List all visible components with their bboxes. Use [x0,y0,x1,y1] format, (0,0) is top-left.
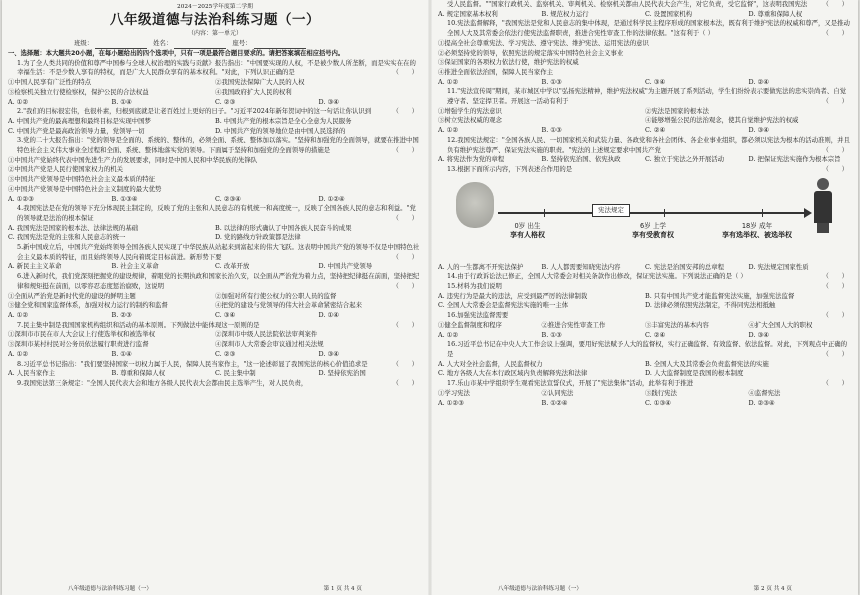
option-item[interactable]: ①深圳市市民在市人大会议上行使选举权和被选举权 [8,330,155,339]
option-item[interactable]: ①健全监督制度和程序 [438,320,502,329]
choice-item[interactable]: D. ②③④ [748,398,775,407]
question-number: 9. [17,378,24,387]
timeline-tick [762,209,763,217]
option-item[interactable]: D. 把保证宪法实施作为根本宗旨 [748,155,841,164]
option-list [438,263,852,273]
choice-item[interactable]: A. ①② [8,97,29,106]
option-item[interactable]: A. 人大对全社会监督，人民监督权力 [438,359,543,368]
question-item [8,204,422,243]
step-age: 0岁 出生 [514,221,541,230]
question-stem [8,243,422,262]
question-item [8,59,422,108]
choice-item[interactable]: D. ①②④ [318,194,345,203]
question-item [438,263,852,273]
choice-list [8,195,422,205]
option-item[interactable]: ②深圳市中级人民法院依法审判案件 [215,330,318,339]
answer-bracket[interactable]: （ ） [392,281,418,290]
footer-name: 八年级道德与法治科练习题（一） [498,586,582,592]
answer-bracket[interactable]: （ ） [822,0,848,8]
option-item[interactable]: ②加强对所有行使公权力的公职人员的监督 [215,291,337,300]
option-item[interactable]: D. 坚持依宪治国 [318,369,366,378]
choice-item[interactable]: A. ①② [8,349,29,358]
option-item[interactable]: ②宪法是国家的根本法 [645,106,709,115]
question-list-left [8,59,422,389]
option-item[interactable]: ③深圳市某村村民对公务员依法履行职责进行监督 [8,340,149,349]
question-number: 3. [17,136,24,145]
option-item[interactable]: ④深圳市人大常委会审议通过相关法规 [215,340,324,349]
choice-item[interactable]: A. ①② [438,77,459,86]
question-stem [8,360,422,370]
option-item[interactable]: D. 人大监督制度是我国的根本制度 [645,369,744,378]
answer-bracket[interactable]: （ ） [392,378,418,387]
question-stem [438,311,852,321]
question-stem [438,379,852,389]
answer-bracket[interactable]: （ ） [392,252,418,261]
page-1 [8,0,422,595]
question-text: 我国宪法第三条规定："全国人民代表大会和地方各级人民代表大会都由民主选举产生，对人民负责， [23,378,308,387]
answer-bracket[interactable]: （ ） [392,320,418,329]
option-item[interactable]: C. 我国宪法是党的主张和人民意志的统一 [8,233,126,242]
option-item[interactable]: ②我国宪法保障广大人民的人权 [215,78,305,87]
answer-bracket[interactable]: （ ） [392,213,418,222]
option-item[interactable]: ①全面从严治党是新时代党的建设的鲜明主题 [8,291,136,300]
question-text: 我国宪法规定："全国各族人民、一切国家机关和武装力量、各政党和各社会团体、各企业事业组织，都必须以宪法为根本的活动准则，并且负有维护宪法尊严、保证宪法实施的职责。"宪法的上述规定要求中国共产党 [447,135,850,154]
page-footer-left [8,585,422,593]
option-item[interactable]: C. 独立于宪法之外开展活动 [645,155,725,164]
answer-bracket[interactable]: （ ） [822,272,848,281]
option-item[interactable]: C. 宪法是治国安邦的总章程 [645,262,725,271]
answer-bracket[interactable]: （ ） [392,107,418,116]
answer-bracket[interactable]: （ ） [822,379,848,388]
option-item[interactable]: A. 我国宪法是国家的根本法、法律法规的基础 [8,223,139,232]
option-item[interactable]: ①提高全社会尊重宪法、学习宪法、遵守宪法、维护宪法、运用宪法的意识 [438,38,649,47]
option-item[interactable]: B. 全国人大及其常委会负责监督宪法的实施 [645,359,769,368]
choice-item[interactable]: C. ②④ [645,126,666,135]
question-text: 习近平总书记指出："我们要坚持国家一切权力属于人民，保障人民当家作主，"这一论述彰显了我国宪法的核心价值追求是 [23,359,368,368]
option-item[interactable]: ①增强学生的宪法意识 [438,106,502,115]
option-item[interactable]: C. 民主集中制 [215,369,256,378]
option-item[interactable]: B. 规范权力运行 [541,9,589,18]
answer-bracket[interactable]: （ ） [822,282,848,291]
answer-bracket[interactable]: （ ） [822,311,848,320]
option-list [8,156,422,195]
question-item [438,136,852,165]
option-list [8,224,422,243]
choice-item[interactable]: C. ②③ [215,97,236,106]
question-text: 新中国成立后，中国共产党始终领导全国各族人民实现了中华民族从站起来到富起来的伟大飞跃。这表明中国共产党的领导不仅是中国特色社会主义最本质的特征，而且始终领导人民向着既定目标前进。新形势下要 [17,243,420,261]
question-item [438,0,852,19]
question-number: 12. [447,135,458,144]
choice-item[interactable]: B. ①③ [541,330,562,339]
question-text: 习近平总书记在中央人大工作会议上强调，要用好宪法赋予人大的监督权，实行正确监督、有效监督、依法监督。对此，下列观点中正确的是 [447,340,847,358]
class-label: 班级： [74,39,94,47]
question-number: 11. [447,87,458,96]
question-stem [438,87,852,106]
step-right: 享有选举权、被选举权 [722,230,792,239]
option-item[interactable]: C. 设置国家机构 [645,9,693,18]
question-text: 材料为我们说明 [457,282,502,291]
choice-item[interactable]: B. ①③④ [111,194,138,203]
question-item [8,321,422,360]
option-item[interactable]: B. 坚持依宪治国、依宪执政 [541,155,621,164]
question-stem [8,272,422,291]
choice-item[interactable]: B. ①④ [111,349,132,358]
student-info [8,38,422,49]
page-2 [438,0,852,595]
baby-figure-icon [456,182,494,228]
choice-item[interactable]: B. ②③ [111,310,132,319]
option-list [8,262,422,272]
question-text: 进入新时代，我们党深刻把握党的建设规律，着眼党的长期执政和国家长治久安，以全面从严治党为着力点，坚持把纪律挺在前面，坚持把纪律和规矩挺在前面，以零容忍态度惩治腐败，这说明 [17,272,420,290]
question-text: 加强宪法监督需要 [457,311,509,320]
step-age: 6岁 上学 [639,221,667,230]
question-number: 8. [17,359,24,368]
question-item [438,340,852,379]
exam-spread [2,0,858,595]
option-list [8,369,422,379]
option-item[interactable]: A. 规定国家基本权利 [438,9,498,18]
option-item[interactable]: ③检察机关独立行使检察权，保护公民的合法权益 [8,87,149,96]
question-item [438,379,852,408]
choice-item[interactable]: D. ③④ [318,349,339,358]
choice-list [8,311,422,321]
option-item[interactable]: ①中国共产党始终代表中国先进生产力的发展要求，同时是中国人民和中华民族的先锋队 [8,155,258,164]
answer-bracket[interactable]: （ ） [392,68,418,77]
answer-bracket[interactable]: （ ） [392,146,418,155]
option-item[interactable]: ③中国共产党领导是中国特色社会主义最本质的特征 [8,175,155,184]
question-text: 受人民监督。""国家行政机关、监察机关、审判机关、检察机关都由人民代表大会产生，对它负责，受它监督"，这表明我国宪法 [447,0,808,8]
option-item[interactable]: B. 人人都需要知晓宪法内容 [541,262,621,271]
constitution-timeline [452,178,832,260]
option-list [8,330,422,349]
option-item[interactable]: B. 中国共产党的根本宗旨是全心全意为人民服务 [215,116,352,125]
option-item[interactable]: A. 新民主主义革命 [8,262,62,271]
choice-item[interactable]: A. ①②③ [438,398,464,407]
question-item [438,311,852,340]
option-item[interactable]: ③丰富宪法的基本内容 [645,320,709,329]
step-age: 18岁 成年 [741,221,773,230]
choice-item[interactable]: A. ①② [8,310,29,319]
timeline-tick [664,209,665,217]
question-stem [438,340,852,359]
question-number: 4. [17,204,24,213]
option-item[interactable]: ②必须坚持党的领导，依照宪法的规定落实中国特色社会主义事业 [438,48,624,57]
question-list-right-2 [438,263,852,409]
choice-item[interactable]: C. ②③④ [215,194,241,203]
option-item[interactable]: B. 社会主义革命 [111,262,159,271]
exam-scope: （内容：第一单元） [187,30,242,37]
choice-item[interactable]: D. ①④ [318,310,339,319]
option-list [8,292,422,311]
seat-blank[interactable] [254,38,306,49]
question-item [438,272,852,282]
class-blank[interactable] [95,38,147,49]
question-item [8,379,422,389]
footer-page: 第 1 页 共 4 页 [323,586,362,592]
answer-bracket[interactable]: （ ） [392,359,418,368]
choice-item[interactable]: D. ③④ [748,330,769,339]
question-item [8,136,422,204]
choice-list [438,399,852,409]
question-stem [438,0,852,10]
choice-item[interactable]: D. ③④ [318,97,339,106]
option-item[interactable]: ①中国人民享有广泛性的特点 [8,78,92,87]
choice-list [438,331,852,341]
choice-item[interactable]: C. ①③④ [645,398,671,407]
option-item[interactable]: A. 将宪法作为党的章程 [438,155,505,164]
question-text: 为了全人类共同的价值和尊严中国参与全球人权治理的实践与贡献》报告指出："中国要实现的人权，不是被少数人所垄断，而是实实在在的幸福生活：不是少数人享有的特权，而是广大人民群众享有的基本权利。"对此，下列认识正确的是 [17,58,416,77]
option-item[interactable]: ④把党的建设与党领导的伟大社会革命紧密结合起来 [215,301,362,310]
question-number: 15. [447,282,458,291]
question-number: 14. [447,272,458,281]
question-item [8,272,422,321]
option-item[interactable]: ②认同宪法 [541,388,574,397]
question-stem [8,204,422,223]
option-item[interactable]: ④推进全面依法治国，保障人民当家作主 [438,67,554,76]
timeline-arrow-icon [804,208,812,218]
timeline-tick [544,209,545,217]
question-item [438,87,852,136]
option-item[interactable]: C. 全国人大常委会是监督宪法实施的唯一主体 [438,301,569,310]
question-item [8,107,422,136]
question-number: 6. [17,272,24,281]
option-item[interactable]: C. 地方各级人大在本行政区域内负责解释宪法和法律 [438,369,588,378]
answer-bracket[interactable]: （ ） [822,145,848,154]
answer-bracket[interactable]: （ ） [822,164,848,173]
option-item[interactable]: ③健全党和国家监督体系，加强对权力运行的制约和监督 [8,301,168,310]
option-item[interactable]: ③践行宪法 [645,388,677,397]
option-list [438,321,852,331]
question-text: 根据下面所示内容，下列表述合作用的是 [457,164,573,173]
timeline-step-school [632,222,674,240]
option-item[interactable]: B. 只有中国共产党才能监督宪法实施，加强宪法监督 [645,291,795,300]
question-item [8,243,422,272]
choice-list [8,98,422,108]
question-stem [8,59,422,78]
name-label: 姓名： [153,39,173,47]
choice-list [438,78,852,88]
choice-item[interactable]: A. ①② [438,126,459,135]
option-item[interactable]: D. 中国共产党的领导地位是由中国人民选择的 [215,126,346,135]
choice-item[interactable]: C. ③④ [215,310,236,319]
page-footer-right [438,585,852,593]
question-text: 宪法监督解释，"我国宪法是党和人民意志的集中体现，是通过科学民主程序形成的国家根本法，既有利于维护宪法的权威和尊严，又是推动全国人大及其常委会依法行使宪法监督职责，推进合宪性审查工作的法律依据。"这有利于（ ） [447,19,850,38]
option-item[interactable]: D. 党的路线方针政策都是法律 [215,233,301,242]
question-text: 乐山市某中学组织学生观看宪法宣誓仪式，开展了"宪法集体"活动，此举有利于推进 [457,379,694,388]
adult-figure-icon [812,178,834,234]
question-text: 由于行政诉讼法已修正，全国人大常委会对相关条款作出修改，保证宪法实施。下列说法正确的是（ ） [457,272,747,281]
choice-item[interactable]: B. ①②④ [541,398,568,407]
question-number: 7. [17,320,24,329]
option-item[interactable]: ④扩大全国人大的职权 [748,320,813,329]
option-item[interactable]: D. 法律必须依照宪法制定，不得同宪法相抵触 [645,301,776,310]
choice-item[interactable]: B. ①③ [541,126,562,135]
option-item[interactable]: ③树立宪法权威的观念 [438,116,502,125]
question-number: 16. [447,340,458,349]
option-item[interactable]: ④我国政府扩大人民的权利 [215,87,292,96]
choice-item[interactable]: C. ②④ [645,330,666,339]
question-stem [438,136,852,155]
question-item [438,19,852,87]
option-item[interactable]: ④能够增强公民的法治观念，使其自觉维护宪法的权威 [645,116,799,125]
option-list [438,360,852,379]
choice-item[interactable]: B. ①④ [111,97,132,106]
question-number: 13. [447,164,458,173]
option-item[interactable]: C. 改革开放 [215,262,250,271]
question-number: 2. [17,107,24,116]
option-list [8,78,422,97]
question-stem [438,165,852,175]
question-text: "我们的目标很宏伟，也很朴素，归根到底就是让老百姓过上更好的日子。"习近平2024年新年贺词中的这一句话让你认识到 [23,107,372,116]
question-stem [8,136,422,155]
step-right: 享有受教育权 [632,230,674,239]
seat-label: 座号： [232,39,252,47]
option-list [438,10,852,20]
question-text: 党的二十大报告指出："党的领导是全面的、系统的、整体的，必须全面、系统、整体加以落实。"坚持和加强党的全面领导，就要在推进中国特色社会主义伟大事业全过程和全面、系统、整体地落实党的领导。下面属于坚持和加强党的全面领导的措施是 [17,136,419,155]
option-item[interactable]: ③保证国家的各项权力依法行使，维护宪法的权威 [438,58,579,67]
question-stem [438,19,852,38]
option-item[interactable]: ②中国共产党是人民行使国家权力的机关 [8,165,124,174]
choice-list [8,350,422,360]
question-stem [438,282,852,292]
question-stem [8,379,422,389]
page-gutter [428,0,432,595]
choice-list [438,126,852,136]
option-item[interactable]: D. 尊重和保障人权 [748,9,803,18]
option-list [438,155,852,165]
footer-name: 八年级道德与法治科练习题（一） [68,586,152,592]
timeline-box: 宪法规定 [592,204,630,217]
question-text: "宪法宣传周"期间，某市城区中学以"弘扬宪法精神，维护宪法权威"为主题开展了系列活动，学生们纷纷表示要做宪法的忠实崇尚者、自觉遵守者、坚定捍卫者。开展这一活动有利于 [447,87,846,106]
question-number: 1. [17,58,24,67]
option-item[interactable]: B. 以法律的形式确认了中国各族人民奋斗的成果 [215,223,352,232]
question-list-right [438,0,852,175]
option-item[interactable]: ④监督宪法 [748,388,781,397]
choice-item[interactable]: B. ①③ [541,77,562,86]
option-item[interactable]: D. 宪法规定国家性质 [748,262,809,271]
option-item[interactable]: ①学习宪法 [438,388,470,397]
choice-item[interactable]: C. ②③ [215,349,236,358]
answer-bracket[interactable]: （ ） [822,97,848,106]
question-stem [438,272,852,282]
choice-item[interactable]: A. ①② [438,330,459,339]
answer-bracket[interactable]: （ ） [822,349,848,358]
question-number: 16. [447,311,458,320]
choice-item[interactable]: A. ①②③ [8,194,34,203]
answer-bracket[interactable]: （ ） [822,29,848,38]
option-item[interactable]: A. 人民当家作主 [8,369,56,378]
option-list [438,107,852,126]
question-number: 5. [17,243,24,252]
name-blank[interactable] [174,38,226,49]
question-item [438,282,852,311]
option-item[interactable]: A. 人的一生都离不开宪法保护 [438,262,524,271]
option-item[interactable]: B. 尊重和保障人权 [111,369,165,378]
exam-title: 八年级道德与法治科练习题（一） [110,12,320,28]
option-list [8,117,422,136]
option-item[interactable]: A. 违宪行为是最大的违法，应受到最严厉的法律制裁 [438,291,588,300]
question-stem [8,321,422,331]
option-list [438,39,852,78]
question-text: 民主集中制是我国国家机构组织和活动的基本原则。下列做法中能体现这一原则的是 [23,320,260,329]
footer-page: 第 2 页 共 4 页 [753,586,792,592]
question-item [8,360,422,379]
option-list [438,292,852,311]
choice-item[interactable]: C. ③④ [645,77,666,86]
section-heading: 一、选择题：本大题共20小题，在每小题给出的四个选项中，只有一项是最符合题目要求的。请把答案填在相应括号内。 [8,50,345,57]
question-number: 10. [447,19,458,28]
question-stem [8,107,422,117]
timeline-step-adult [722,222,792,240]
option-item[interactable]: D. 中国共产党领导 [318,262,373,271]
option-item[interactable]: C. 中国共产党是最高政治领导力量，党领导一切 [8,126,145,135]
choice-item[interactable]: D. ②④ [748,77,769,86]
choice-item[interactable]: D. ③④ [748,126,769,135]
option-item[interactable]: ②推进合宪性审查工作 [541,320,606,329]
timeline-step-birth [510,222,545,240]
step-right: 享有人格权 [510,230,545,239]
option-item[interactable]: ④中国共产党领导是中国特色社会主义制度的最大优势 [8,184,162,193]
question-item [438,165,852,175]
option-list [438,389,852,399]
option-item[interactable]: A. 中国共产党的最高理想和最终目标是实现中国梦 [8,116,151,125]
question-text: 我国宪法是在党的领导下充分体现民主制定的，反映了党的主张和人民意志的有机统一和高度统一，反映了全国各族人民的意志和利益。"党的领导就是法治的根本保证 [17,204,416,222]
school-year: 2024－2025学年度第二学期 [177,4,253,10]
question-number: 17. [447,379,458,388]
